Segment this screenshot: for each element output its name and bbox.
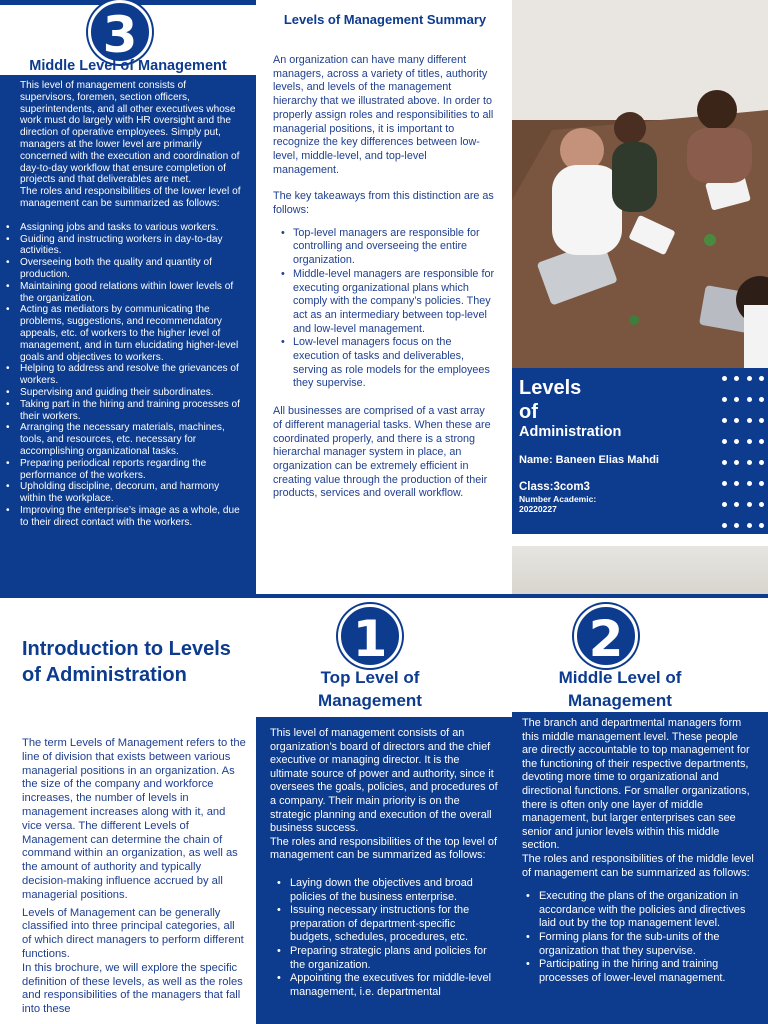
- intro-paragraph: The term Levels of Management refers to the line of division that exists between various managerial positions in an organization. As the size of the company and workforce increases, the number of levels in management increases along with it, and vice versa. The different Levels of Management can determine the chain of command within an organization, as well as the amount of authority and typically decision-making influence accrued by all managerial positions.: [22, 737, 246, 901]
- summary-list: [273, 227, 495, 391]
- cover-title-administration: Administration: [519, 424, 622, 440]
- cover-title-of: of: [519, 401, 538, 423]
- cover-title-levels: Levels: [519, 377, 582, 399]
- middle-level-intro: This level of management consists of supervisors, foremen, section officers, superintendents, and all other executives whose work must do largely with HR oversight and the direction of operative employees. Simply put, managers at the lower level are primarily concerned with the execution and coordination of day-to-day workflow that ensure completion of projects and that deliverables are met.: [20, 80, 240, 186]
- summary-paragraph: The key takeaways from this distinction are as follows:: [273, 190, 494, 217]
- number-1-badge-icon: 1: [338, 604, 402, 668]
- middle-level-2-roles-intro: The roles and responsibilities of the middle level of management can be summarized as follows:: [522, 852, 754, 879]
- intro-body: [22, 737, 246, 1021]
- academic-number-label: Number Academic:: [519, 494, 597, 504]
- list-item: • Preparing periodical reports regarding the performance of the workers.: [12, 458, 242, 482]
- list-item: • Preparing strategic plans and policies for the organization.: [290, 945, 498, 972]
- list-item: • Maintaining good relations within lower levels of the organization.: [12, 281, 242, 305]
- top-level-panel: [256, 717, 512, 1024]
- summary-body: [273, 54, 495, 514]
- summary-paragraph: All businesses are comprised of a vast array of different managerial tasks. When these are coordinated properly, and there is a strong hierarchal manager system in place, an organization can be extremely efficient in creating value through the production of their products, services and overall workflow.: [273, 405, 491, 500]
- list-item: • Helping to address and resolve the grievances of workers.: [12, 363, 242, 387]
- summary-heading: Levels of Management Summary: [283, 12, 487, 27]
- intro-paragraph: In this brochure, we will explore the specific definition of these levels, as well as the roles and responsibilities of the managers that fall into these: [22, 961, 243, 1016]
- student-name: Name: Baneen Elias Mahdi: [519, 454, 659, 466]
- middle-level-panel: [0, 75, 256, 595]
- intro-paragraph: Levels of Management can be generally classified into three principal categories, all of which direct managers to perform different functions.: [22, 906, 244, 960]
- list-item: • Supervising and guiding their subordinates.: [12, 387, 242, 399]
- list-item: • Upholding discipline, decorum, and harmony within the workplace.: [12, 481, 242, 505]
- list-item: • Low-level managers focus on the execution of tasks and deliverables, serving as role models for the employees they supervise.: [293, 336, 495, 391]
- dot-grid-decoration: [722, 376, 764, 544]
- list-item: • Forming plans for the sub-units of the organization that they supervise.: [539, 931, 754, 958]
- list-item: • Taking part in the hiring and training processes of their workers.: [12, 399, 242, 423]
- cover-photo-strip: [512, 546, 768, 594]
- top-level-roles-intro: The roles and responsibilities of the top level of management can be summarized as follows:: [270, 835, 498, 862]
- top-level-list: [270, 877, 498, 999]
- summary-paragraph: An organization can have many different managers, across a variety of titles, authority levels, and levels of the management hierarchy that we illustrated above. In order to properly assign roles and responsibilities to all managerial positions, it is important to recognize the key differences between low-level, middle-level, and top-level management.: [273, 54, 494, 176]
- list-item: • Guiding and instructing workers in day-to-day activities.: [12, 234, 242, 258]
- intro-heading: Introduction to Levels of Administration: [22, 638, 231, 686]
- middle-level-roles-intro: The roles and responsibilities of the lower level of management can be summarized as follows:: [20, 186, 241, 209]
- academic-number-block: [519, 494, 596, 514]
- list-item: • Acting as mediators by communicating the problems, suggestions, and recommendatory appeals, etc. of workers to the higher level of management, and in turn elucidating higher-level goals and objectives to workers.: [12, 304, 242, 363]
- list-item: • Arranging the necessary materials, machines, tools, and resources, etc. necessary for accomplishing organizational tasks.: [12, 422, 242, 457]
- academic-number: 20220227: [519, 504, 557, 514]
- student-class: Class:3com3: [519, 481, 590, 493]
- list-item: • Appointing the executives for middle-level management, i.e. departmental: [290, 972, 498, 999]
- team-meeting-photo: [512, 0, 768, 368]
- number-3-badge-icon: 3: [88, 0, 152, 64]
- list-item: • Assigning jobs and tasks to various workers.: [12, 222, 242, 234]
- middle-level-heading: Middle Level of Management: [29, 58, 227, 74]
- list-item: • Top-level managers are responsible for controlling and overseeing the entire organization.: [293, 227, 495, 268]
- list-item: • Participating in the hiring and training processes of lower-level management.: [539, 958, 754, 985]
- middle-level-list: [20, 222, 242, 529]
- list-item: • Improving the enterprise’s image as a whole, due to their direct contact with the workers.: [12, 505, 242, 529]
- middle-level-2-heading: Middle Level of Management: [558, 668, 682, 710]
- top-level-heading: Top Level of Management: [318, 668, 422, 710]
- middle-level-2-list: [522, 890, 754, 985]
- list-item: • Issuing necessary instructions for the preparation of department-specific budgets, schedules, procedures, etc.: [290, 904, 498, 945]
- middle-level-2-intro: The branch and departmental managers form this middle management level. These people are directly accountable to top management for the functioning of their respective departments, devoting more time to organizational and directional functions. For smaller organizations, there is often only one layer of middle management, but larger enterprises can see senior and junior levels within this middle section.: [522, 717, 750, 852]
- number-2-badge-icon: 2: [574, 604, 638, 668]
- top-level-intro: This level of management consists of an organization’s board of directors and the chief executive or managing director. It is the ultimate source of power and authority, since it oversees the goals, policies, and procedures of a company. Their main priority is on the strategic planning and execution of the overall business success.: [270, 727, 498, 835]
- list-item: • Overseeing both the quality and quantity of production.: [12, 257, 242, 281]
- list-item: • Middle-level managers are responsible for executing organizational plans which comply with the company’s policies. They act as an intermediary between top-level and low-level management.: [293, 268, 495, 337]
- middle-level-2-panel: [512, 712, 768, 1024]
- fold-divider: [0, 594, 768, 598]
- list-item: • Executing the plans of the organization in accordance with the policies and directives laid out by the top management level.: [539, 890, 754, 931]
- list-item: • Laying down the objectives and broad policies of the business enterprise.: [290, 877, 498, 904]
